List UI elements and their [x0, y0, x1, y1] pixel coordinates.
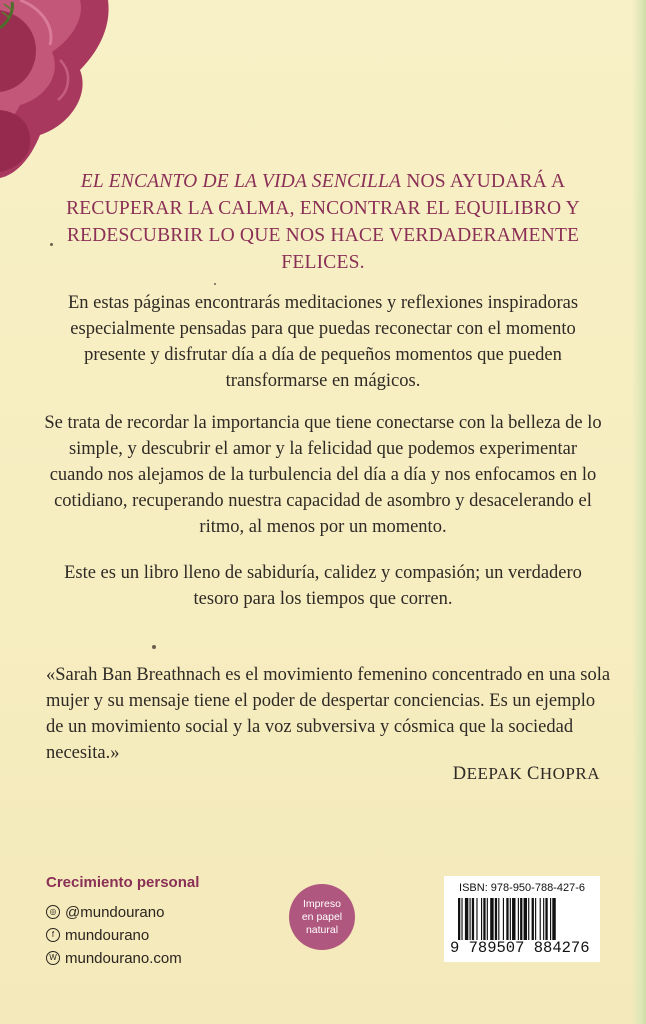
publisher-info — [46, 874, 199, 970]
facebook-handle: mundourano — [65, 926, 150, 944]
barcode-digits: 9 789507 884276 — [450, 939, 590, 957]
barcode-bar — [470, 898, 471, 940]
page-edge-shadow — [632, 0, 646, 1024]
barcode-bar — [465, 898, 468, 940]
instagram-handle: @mundourano — [65, 903, 165, 921]
barcode-bar — [512, 898, 515, 940]
barcode-bar — [540, 898, 541, 940]
barcode-bar — [543, 898, 544, 940]
barcode — [458, 898, 588, 940]
description-paragraph-3: Este es un libro lleno de sabiduría, calidez y compasión; un verdadero tesoro para los tiempos que corren. — [64, 563, 582, 609]
barcode-bar — [487, 898, 488, 940]
barcode-bar — [552, 898, 555, 940]
barcode-bar — [506, 898, 508, 940]
barcode-bar — [461, 898, 462, 940]
barcode-bar — [472, 898, 474, 940]
testimonial-quote: «Sarah Ban Breathnach es el movimiento femenino concentrado en una sola mujer y su mensaje tiene el poder de despertar conciencias. Es un ejemplo de un movimiento social y la voz subversiva y cósmica que la sociedad necesita.» — [46, 665, 611, 763]
barcode-bar — [483, 898, 485, 940]
barcode-bar — [520, 898, 522, 940]
quote-author: DEEPAK CHOPRA — [452, 764, 600, 784]
natural-paper-badge: Impreso en papel natural — [289, 884, 355, 950]
website: mundourano.com — [65, 949, 182, 967]
barcode-bar — [481, 898, 482, 940]
barcode-bar — [532, 898, 534, 940]
barcode-bar — [545, 898, 547, 940]
rose-flower-illustration — [0, 0, 120, 180]
barcode-bar — [503, 898, 504, 940]
category-label: Crecimiento personal — [46, 874, 200, 891]
barcode-bar — [524, 898, 527, 940]
barcode-bar — [528, 898, 529, 940]
speck — [50, 243, 53, 246]
barcode-bar — [490, 898, 493, 940]
barcode-bar — [518, 898, 519, 940]
barcode-bar — [476, 898, 477, 940]
barcode-bar — [498, 898, 499, 940]
social-web — [46, 947, 199, 969]
barcode-bar — [510, 898, 511, 940]
instagram-icon: ◎ — [46, 905, 60, 919]
headline: EL ENCANTO DE LA VIDA SENCILLA NOS AYUDARÁ A RECUPERAR LA CALMA, ENCONTRAR EL EQUILIBRO Y REDESCUBRIR LO QUE NOS HACE VERDADERAMENTE FELICES. — [66, 171, 580, 273]
barcode-bar — [550, 898, 551, 940]
description-paragraph-2: Se trata de recordar la importancia que tiene conectarse con la belleza de lo simple, y descubrir el amor y la felicidad que podemos experimentar cuando nos alejamos de la turbulencia del día a día y nos enfocamos en lo cotidiano, recuperando nuestra capacidad de asombro y desacelerando el ritmo, al menos por un momento. — [44, 413, 602, 537]
barcode-bar — [495, 898, 497, 940]
speck — [152, 645, 156, 649]
barcode-box — [444, 876, 600, 962]
social-facebook — [46, 924, 199, 946]
social-instagram — [46, 901, 199, 923]
barcode-bar — [535, 898, 536, 940]
facebook-icon: f — [46, 928, 60, 942]
barcode-bar — [458, 898, 460, 940]
isbn-label: ISBN: 978-950-788-427-6 — [459, 882, 585, 894]
web-icon: W — [46, 951, 60, 965]
speck — [214, 283, 216, 285]
description-paragraph-1: En estas páginas encontrarás meditaciones y reflexiones inspiradoras especialmente pensadas para que puedas reconectar con el momento presente y disfrutar día a día de pequeños momentos que pueden transformarse en mágicos. — [67, 293, 579, 391]
